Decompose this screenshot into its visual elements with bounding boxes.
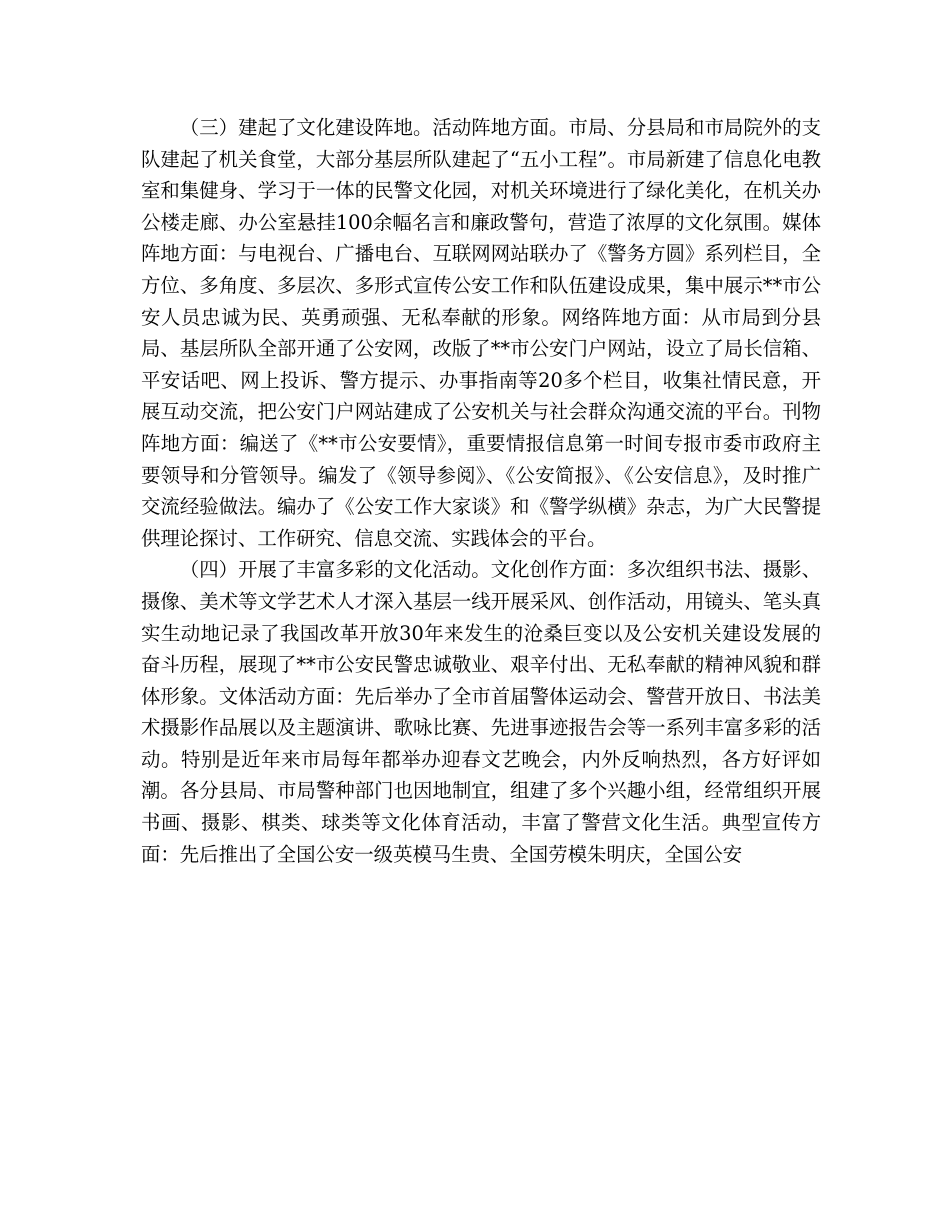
paragraph-section-four: （四）开展了丰富多彩的文化活动。文化创作方面：多次组织书法、摄影、摄像、美术等文学艺术人才深入基层一线开展采风、创作活动，用镜头、笔头真实生动地记录了我国改革开放30年来发生的沧桑巨变以及公安机关建设发展的奋斗历程，展现了**市公安民警忠诚敬业、艰辛付出、无私奉献的精神风貌和群体形象。文体活动方面：先后举办了全市首届警体运动会、警营开放日、书法美术摄影作品展以及主题演讲、歌咏比赛、先进事迹报告会等一系列丰富多彩的活动。特别是近年来市局每年都举办迎春文艺晚会，内外反响热烈，各方好评如潮。各分县局、市局警种部门也因地制宜，组建了多个兴趣小组，经常组织开展书画、摄影、棋类、球类等文化体育活动，丰富了警营文化生活。典型宣传方面：先后推出了全国公安一级英模马生贵、全国劳模朱明庆，全国公安 bbox=[141, 558, 821, 866]
document-page bbox=[141, 112, 821, 870]
paragraph-section-three: （三）建起了文化建设阵地。活动阵地方面。市局、分县局和市局院外的支队建起了机关食堂，大部分基层所队建起了“五小工程”。市局新建了信息化电教室和集健身、学习于一体的民警文化园，对机关环境进行了绿化美化，在机关办公楼走廊、办公室悬挂100余幅名言和廉政警句，营造了浓厚的文化氛围。媒体阵地方面：与电视台、广播电台、互联网网站联办了《警务方圆》系列栏目，全方位、多角度、多层次、多形式宣传公安工作和队伍建设成果，集中展示**市公安人员忠诚为民、英勇顽强、无私奉献的形象。网络阵地方面：从市局到分县局、基层所队全部开通了公安网，改版了**市公安门户网站，设立了局长信箱、平安话吧、网上投诉、警方提示、办事指南等20多个栏目，收集社情民意，开展互动交流，把公安门户网站建成了公安机关与社会群众沟通交流的平台。刊物阵地方面：编送了《**市公安要情》，重要情报信息第一时间专报市委市政府主要领导和分管领导。编发了《领导参阅》、《公安简报》、《公安信息》，及时推广交流经验做法。编办了《公安工作大家谈》和《警学纵横》杂志，为广大民警提供理论探讨、工作研究、信息交流、实践体会的平台。 bbox=[141, 116, 821, 550]
